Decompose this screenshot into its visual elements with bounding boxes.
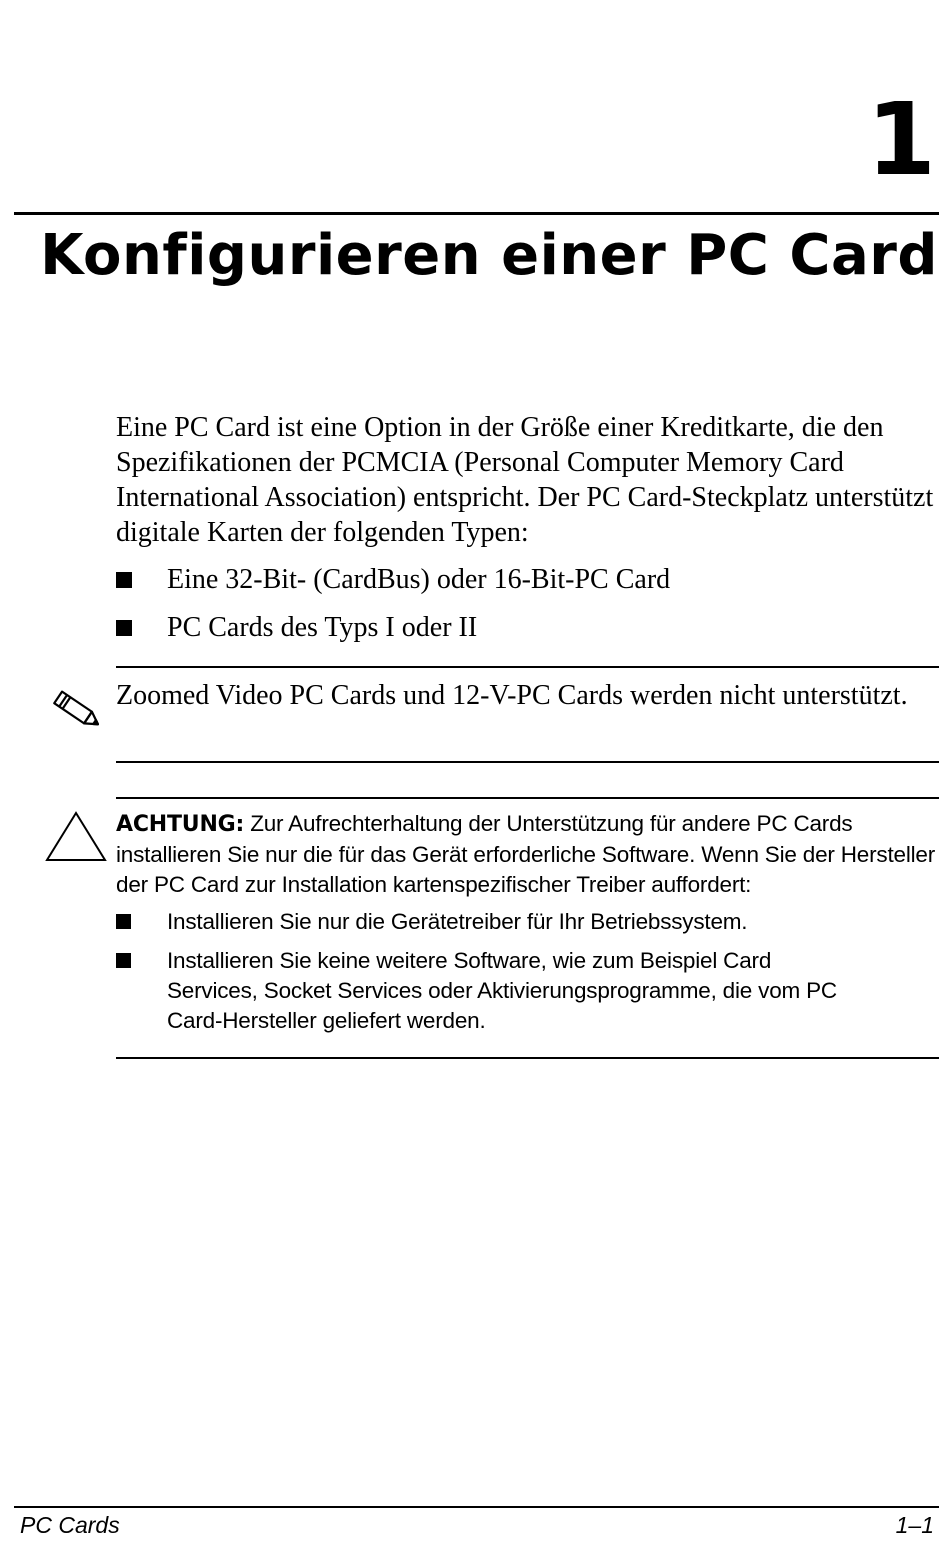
list-item-text: Installieren Sie keine weitere Software, wie zum Beispiel Card Services, Socket Services oder Aktivierungsprogramme, die vom PC Card-Hersteller geliefert werden. (167, 948, 837, 1033)
intro-paragraph: Eine PC Card ist eine Option in der Größe einer Kreditkarte, die den Spezifikationen der PCMCIA (Personal Computer Memory Card International Association) entspricht. Der PC Card-Steckplatz unterstützt digitale Karten der folgenden Typen: (116, 412, 934, 548)
caution-top-rule (116, 797, 939, 799)
list-item (116, 946, 867, 1036)
square-bullet-icon (116, 914, 131, 929)
note-text: Zoomed Video PC Cards und 12-V-PC Cards werden nicht unterstützt. (116, 680, 908, 711)
note-bottom-rule (116, 761, 939, 763)
footer-page-number: 1–1 (895, 1512, 934, 1538)
list-item-text: PC Cards des Typs I oder II (167, 612, 478, 643)
note-top-rule (116, 666, 939, 668)
warning-triangle-icon (44, 810, 108, 862)
list-item (116, 907, 867, 937)
caution-label: ACHTUNG: (116, 812, 245, 837)
caution-bottom-rule (116, 1057, 939, 1059)
card-type-list (116, 562, 934, 658)
pencil-icon (44, 684, 106, 736)
chapter-title: Konfigurieren einer PC Card (40, 223, 938, 288)
caution-text: Zur Aufrechterhaltung der Unterstützung für andere PC Cards installieren Sie nur die für das Gerät erforderliche Software. Wenn Sie der Hersteller der PC Card zur Installation kartenspezifischer Treiber auffordert: (116, 811, 936, 897)
square-bullet-icon (116, 572, 132, 588)
caution-list (116, 907, 946, 1036)
list-item-text: Eine 32-Bit- (CardBus) oder 16-Bit-PC Card (167, 564, 671, 595)
caution-paragraph (116, 809, 946, 900)
caution-block (116, 809, 946, 1045)
list-item (116, 562, 934, 598)
list-item-text: Installieren Sie nur die Gerätetreiber für Ihr Betriebssystem. (167, 909, 748, 934)
footer-rule (14, 1506, 939, 1508)
footer-section-title: PC Cards (20, 1512, 120, 1538)
square-bullet-icon (116, 953, 131, 968)
list-item (116, 610, 934, 646)
chapter-rule (14, 212, 939, 215)
square-bullet-icon (116, 620, 132, 636)
chapter-number: 1 (866, 81, 936, 198)
